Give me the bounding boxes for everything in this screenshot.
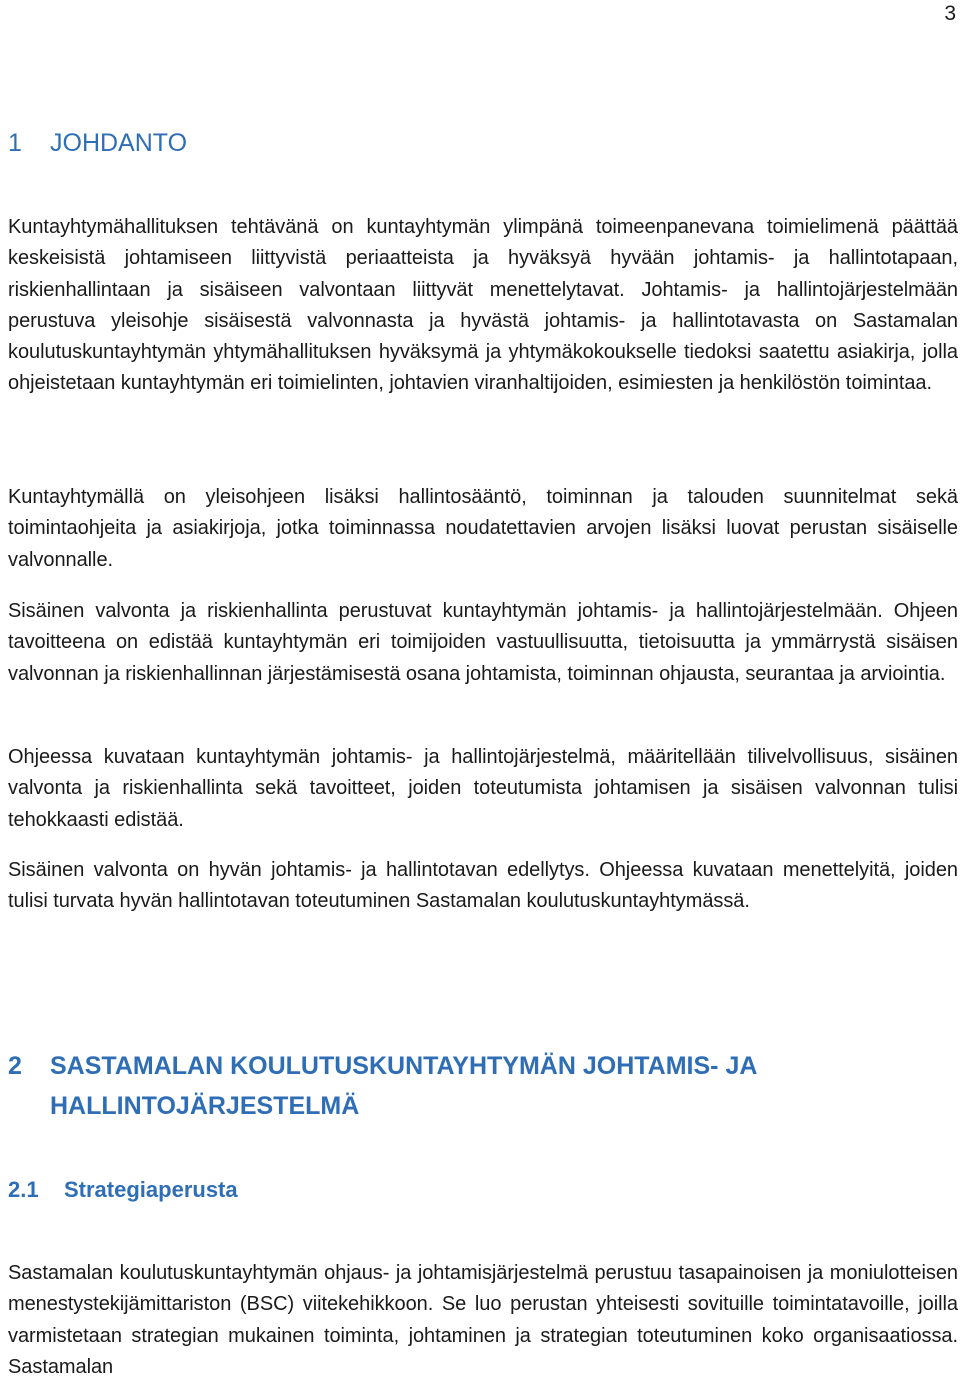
section-1-number: 1 — [8, 129, 22, 157]
section-2-heading — [8, 1046, 908, 1126]
section-1-paragraph-4: Ohjeessa kuvataan kuntayhtymän johtamis- ja hallintojärjestelmä, määritellään tilivelvollisuus, sisäinen valvonta ja riskienhallinta sekä tavoitteet, joiden toteutumista johtamisen ja sisäisen valvonnan tulisi tehokkaasti edistää. — [8, 746, 958, 831]
section-2-1-heading — [8, 1176, 238, 1204]
section-2-1-number: 2.1 — [8, 1177, 39, 1202]
section-1-paragraph-3: Sisäinen valvonta ja riskienhallinta perustuvat kuntayhtymän johtamis- ja hallintojärjestelmään. Ohjeen tavoitteena on edistää kuntayhtymän eri toimijoiden vastuullisuutta, tietoisuutta ja ymmärrystä sisäisen valvonnan ja riskienhallinnan järjestämisestä osana johtamista, toiminnan ohjausta, seurantaa ja arviointia. — [8, 600, 958, 685]
page-number: 3 — [944, 2, 956, 25]
section-1-title: JOHDANTO — [50, 129, 188, 157]
section-2-title: SASTAMALAN KOULUTUSKUNTAYHTYMÄN JOHTAMIS- JA HALLINTOJÄRJESTELMÄ — [50, 1052, 757, 1120]
section-2-1-paragraph: Sastamalan koulutuskuntayhtymän ohjaus- ja johtamisjärjestelmä perustuu tasapainoisen ja moniulotteisen menestystekijämittariston (BSC) viitekehikkoon. Se luo perustan yhteisesti sovituille toimintatavoille, joilla varmistetaan strategian mukainen toiminta, johtaminen ja strategian toteutuminen koko organisaatiossa. Sastamalan — [8, 1262, 958, 1378]
section-1-heading — [8, 128, 187, 158]
section-1-paragraph-1: Kuntayhtymähallituksen tehtävänä on kuntayhtymän ylimpänä toimeenpanevana toimielimenä päättää keskeisistä johtamiseen liittyvistä periaatteista ja hyväksyä hyvään johtamis- ja hallintotapaan, riskienhallintaan ja sisäiseen valvontaan liittyvät menettelytavat. Johtamis- ja hallintojärjestelmään perustuva yleisohje sisäisestä valvonnasta ja hyvästä johtamis- ja hallintotavasta on Sastamalan koulutuskuntayhtymän yhtymähallituksen hyväksymä ja yhtymäkokoukselle tiedoksi saatettu asiakirja, jolla ohjeistetaan kuntayhtymän eri toimielinten, johtavien viranhaltijoiden, esimiesten ja henkilöstön toimintaa. — [8, 216, 958, 395]
section-2-1-title: Strategiaperusta — [64, 1177, 238, 1202]
section-2-number: 2 — [8, 1052, 22, 1080]
section-1-paragraph-5: Sisäinen valvonta on hyvän johtamis- ja hallintotavan edellytys. Ohjeessa kuvataan menettelyitä, joiden tulisi turvata hyvän hallintotavan toteutuminen Sastamalan koulutuskuntayhtymässä. — [8, 859, 958, 913]
section-1-paragraph-2: Kuntayhtymällä on yleisohjeen lisäksi hallintosääntö, toiminnan ja talouden suunnitelmat sekä toimintaohjeita ja asiakirjoja, jotka toiminnassa noudatettavien arvojen lisäksi luovat perustan sisäiselle valvonnalle. — [8, 486, 958, 571]
